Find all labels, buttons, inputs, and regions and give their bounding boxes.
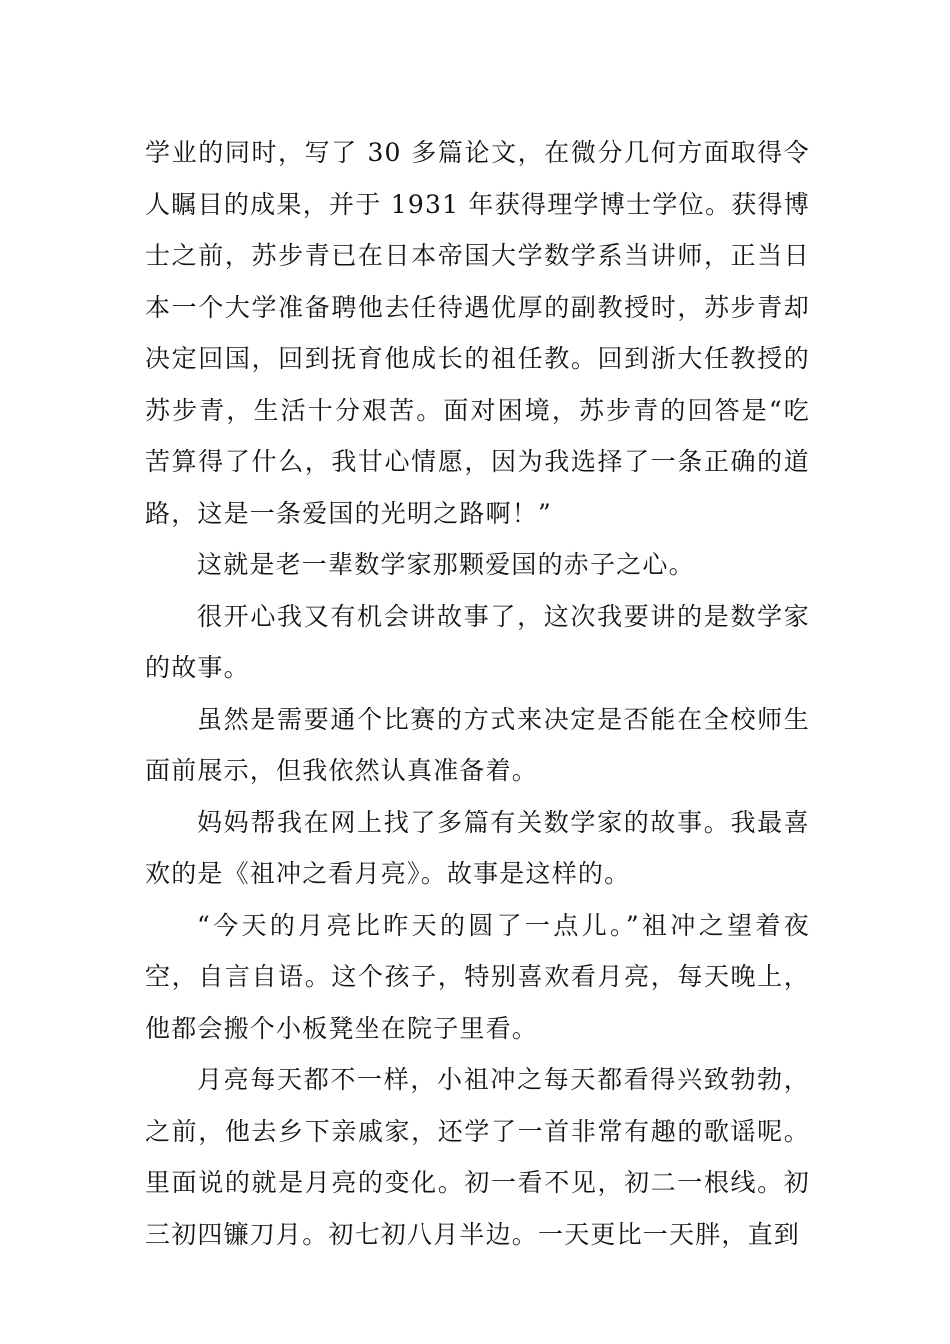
paragraph-7: 月亮每天都不一样，小祖冲之每天都看得兴致勃勃，之前，他去乡下亲戚家，还学了一首非常有趣的歌谣呢。里面说的就是月亮的变化。初一看不见，初二一根线。初三初四镰刀月。初七初八月半边。一天更比一天胖，直到 xyxy=(145,1065,810,1249)
paragraph-4: 虽然是需要通个比赛的方式来决定是否能在全校师生面前展示，但我依然认真准备着。 xyxy=(145,704,810,785)
paragraph-3: 很开心我又有机会讲故事了，这次我要讲的是数学家的故事。 xyxy=(145,601,810,682)
document-body xyxy=(145,127,810,1260)
paragraph-5: 妈妈帮我在网上找了多篇有关数学家的故事。我最喜欢的是《祖冲之看月亮》。故事是这样的。 xyxy=(145,807,810,888)
paragraph-6: “今天的月亮比昨天的圆了一点儿。”祖冲之望着夜空，自言自语。这个孩子，特别喜欢看月亮，每天晚上，他都会搬个小板凳坐在院子里看。 xyxy=(145,910,810,1043)
paragraph-1: 学业的同时，写了 30 多篇论文，在微分几何方面取得令人瞩目的成果，并于 1931 年获得理学博士学位。获得博士之前，苏步青已在日本帝国大学数学系当讲师，正当日本一个大学准备聘他去任待遇优厚的副教授时，苏步青却决定回国，回到抚育他成长的祖任教。回到浙大任教授的苏步青，生活十分艰苦。面对困境，苏步青的回答是“吃苦算得了什么，我甘心情愿，因为我选择了一条正确的道路，这是一条爱国的光明之路啊！” xyxy=(145,138,810,528)
paragraph-2: 这就是老一辈数学家那颗爱国的赤子之心。 xyxy=(197,550,695,579)
